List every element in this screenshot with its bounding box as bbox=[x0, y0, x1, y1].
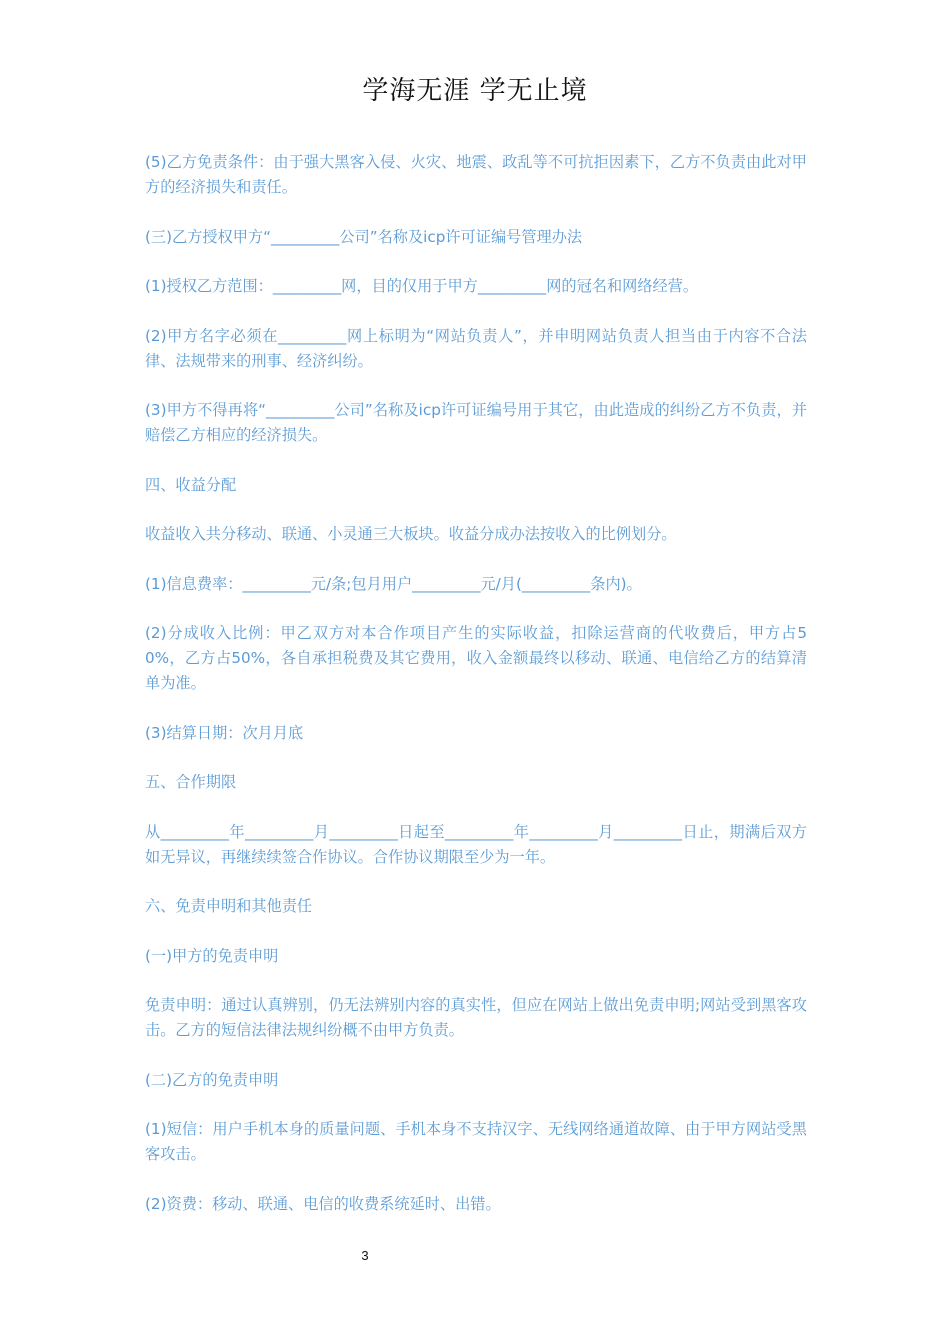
clause-2-revenue-split: (2)分成收入比例：甲乙双方对本合作项目产生的实际收益，扣除运营商的代收费后，甲方占50%，乙方占50%，各自承担税费及其它费用，收入金额最终以移动、联通、电信给乙方的结算清单为准。 bbox=[145, 624, 807, 692]
cooperation-period: 从_________年_________月_________日起至_________年_________月_________日止，期满后双方如无异议，再继续续签合作协议。合作协议期限至少为一年。 bbox=[145, 822, 807, 866]
clause-1-sms: (1)短信：用户手机本身的质量问题、手机本身不支持汉字、无线网络通道故障、由于甲方网站受黑客攻击。 bbox=[145, 1120, 807, 1163]
clause-1-authorization-scope: (1)授权乙方范围：_________网，目的仅用于甲方_________网的冠名和网络经营。 bbox=[145, 277, 699, 295]
party-b-disclaimer-heading: (二)乙方的免责申明 bbox=[145, 1070, 279, 1089]
clause-2-name-marking: (2)甲方名字必须在_________网上标明为“网站负责人”，并申明网站负责人担当由于内容不合法律、法规带来的刑事、经济纠纷。 bbox=[145, 326, 807, 370]
section-5-heading: 五、合作期限 bbox=[145, 773, 237, 791]
document-body bbox=[145, 150, 807, 1241]
clause-3-settlement-date: (3)结算日期：次月月底 bbox=[145, 723, 304, 742]
clause-3-name-restriction: (3)甲方不得再将“_________公司”名称及icp许可证编号用于其它，由此造成的纠纷乙方不负责，并赔偿乙方相应的经济损失。 bbox=[145, 401, 807, 444]
clause-2-billing: (2)资费：移动、联通、电信的收费系统延时、出错。 bbox=[145, 1194, 501, 1213]
section-6-heading: 六、免责申明和其他责任 bbox=[145, 897, 313, 915]
section-3-authorization-heading: (三)乙方授权甲方“_________公司”名称及icp许可证编号管理办法 bbox=[145, 227, 583, 246]
section-4-heading: 四、收益分配 bbox=[145, 475, 237, 494]
clause-5-exemption-conditions: (5)乙方免责条件：由于强大黑客入侵、火灾、地震、政乱等不可抗拒因素下，乙方不负责由此对甲方的经济损失和责任。 bbox=[145, 153, 807, 196]
page-number: 3 bbox=[361, 1248, 369, 1263]
page-header-title: 学海无涯 学无止境 bbox=[362, 76, 588, 106]
clause-1-fee-rate: (1)信息费率：_________元/条;包月用户_________元/月(_________条内)。 bbox=[145, 574, 642, 593]
party-a-disclaimer: 免责申明：通过认真辨别，仍无法辨别内容的真实性，但应在网站上做出免责申明;网站受到黑客攻击。乙方的短信法律法规纠纷概不由甲方负责。 bbox=[145, 996, 807, 1039]
revenue-intro: 收益收入共分移动、联通、小灵通三大板块。收益分成办法按收入的比例划分。 bbox=[145, 525, 677, 543]
party-a-disclaimer-heading: (一)甲方的免责申明 bbox=[145, 946, 279, 965]
